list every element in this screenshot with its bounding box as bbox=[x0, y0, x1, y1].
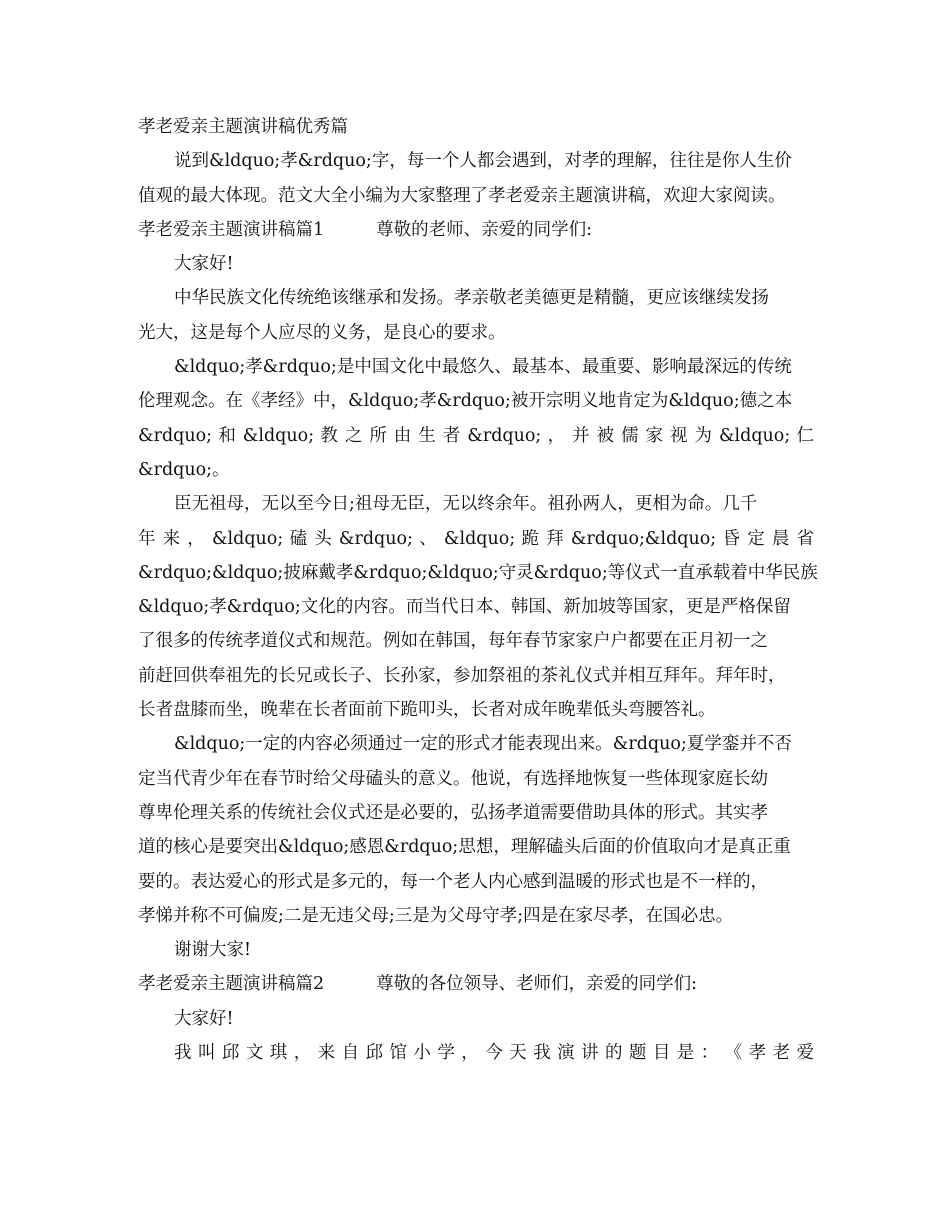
text-line bbox=[138, 1002, 814, 1036]
text-line bbox=[138, 522, 814, 556]
line-text: 臣无祖母，无以至今日;祖母无臣，无以终余年。祖孙两人，更相为命。几千 bbox=[174, 494, 758, 515]
line-text: 尊敬的各位领导、老师们，亲爱的同学们: bbox=[376, 974, 698, 995]
line-text: &rdquo;&ldquo;披麻戴孝&rdquo;&ldquo;守灵&rdquo;等仪式一直承载着中华民族 bbox=[138, 562, 818, 583]
line-text: 孝悌并称不可偏废;二是无违父母;三是为父母守孝;四是在家尽孝，在国必忠。 bbox=[138, 905, 734, 926]
text-line bbox=[138, 624, 814, 658]
text-line bbox=[138, 796, 814, 830]
line-text: &rdquo;。 bbox=[138, 459, 230, 480]
text-line bbox=[138, 144, 814, 178]
line-text: 前赶回供奉祖先的长兄或长子、长孙家，参加祭祖的茶礼仪式并相互拜年。拜年时， bbox=[138, 665, 786, 686]
line-text: 值观的最大体现。范文大全小编为大家整理了孝老爱亲主题演讲稿，欢迎大家阅读。 bbox=[138, 185, 786, 206]
line-text: 光大，这是每个人应尽的义务，是良心的要求。 bbox=[138, 322, 506, 343]
line-text: 道的核心是要突出&ldquo;感恩&rdquo;思想，理解磕头后面的价值取向才是真正重 bbox=[138, 837, 791, 858]
line-text: 孝老爱亲主题演讲稿优秀篇 bbox=[138, 117, 348, 137]
text-line bbox=[138, 1036, 814, 1070]
text-line bbox=[138, 179, 814, 213]
line-text: 大家好! bbox=[174, 254, 234, 275]
section-heading: 孝老爱亲主题演讲稿篇2 bbox=[138, 974, 325, 995]
line-text: &rdquo; 和 &ldquo; 教 之 所 由 生 者 &rdquo; ， 并 被 儒 家 视 为 &ldquo; 仁 bbox=[138, 425, 814, 446]
text-line bbox=[138, 693, 814, 727]
text-line bbox=[138, 556, 818, 590]
line-text: &ldquo;一定的内容必须通过一定的形式才能表现出来。&rdquo;夏学銮并不否 bbox=[174, 734, 792, 755]
text-line bbox=[138, 727, 814, 761]
text-line bbox=[138, 590, 814, 624]
line-text: 我 叫 邱 文 琪 ， 来 自 邱 馆 小 学 ， 今 天 我 演 讲 的 题 目 是 ： 《 孝 老 爱 bbox=[174, 1043, 814, 1064]
line-text: 尊卑伦理关系的传统社会仪式还是必要的，弘扬孝道需要借助具体的形式。其实孝 bbox=[138, 802, 768, 823]
line-text: &ldquo;孝&rdquo;文化的内容。而当代日本、韩国、新加坡等国家，更是严格保留 bbox=[138, 597, 791, 618]
text-line bbox=[138, 762, 814, 796]
text-line bbox=[138, 384, 814, 418]
line-text: 长者盘膝而坐，晚辈在长者面前下跪叩头，长者对成年晚辈低头弯腰答礼。 bbox=[138, 700, 716, 721]
text-line bbox=[138, 281, 814, 315]
text-line bbox=[138, 316, 814, 350]
text-line bbox=[138, 350, 814, 384]
line-text: 伦理观念。在《孝经》中，&ldquo;孝&rdquo;被开宗明义地肯定为&ldquo;德之本 bbox=[138, 391, 793, 412]
line-text: 了很多的传统孝道仪式和规范。例如在韩国，每年春节家家户户都要在正月初一之 bbox=[138, 631, 768, 652]
text-line bbox=[138, 933, 814, 967]
document-page bbox=[138, 110, 818, 1070]
section-heading-line bbox=[138, 967, 814, 1001]
text-line bbox=[138, 865, 814, 899]
document-title bbox=[138, 110, 814, 144]
section-heading: 孝老爱亲主题演讲稿篇1 bbox=[138, 219, 325, 240]
line-text: 中华民族文化传统绝该继承和发扬。孝亲敬老美德更是精髓，更应该继续发扬 bbox=[174, 288, 769, 309]
text-line bbox=[138, 419, 814, 453]
line-text: 定当代青少年在春节时给父母磕头的意义。他说，有选择地恢复一些体现家庭长幼 bbox=[138, 768, 768, 789]
line-text: 要的。表达爱心的形式是多元的，每一个老人内心感到温暖的形式也是不一样的， bbox=[138, 871, 768, 892]
text-line bbox=[138, 453, 814, 487]
text-line bbox=[138, 659, 814, 693]
text-line bbox=[138, 899, 814, 933]
line-text: &ldquo;孝&rdquo;是中国文化中最悠久、最基本、最重要、影响最深远的传统 bbox=[174, 357, 792, 378]
line-text: 尊敬的老师、亲爱的同学们: bbox=[376, 219, 593, 240]
text-line bbox=[138, 487, 814, 521]
line-text: 谢谢大家! bbox=[174, 940, 252, 961]
line-text: 年 来 ， &ldquo; 磕 头 &rdquo; 、 &ldquo; 跪 拜 &rdquo;&ldquo; 昏 定 晨 省 bbox=[138, 528, 814, 549]
section-heading-line bbox=[138, 213, 814, 247]
text-line bbox=[138, 247, 814, 281]
text-line bbox=[138, 830, 814, 864]
line-text: 说到&ldquo;孝&rdquo;字，每一个人都会遇到，对孝的理解，往往是你人生价 bbox=[174, 151, 792, 172]
line-text: 大家好! bbox=[174, 1008, 234, 1029]
